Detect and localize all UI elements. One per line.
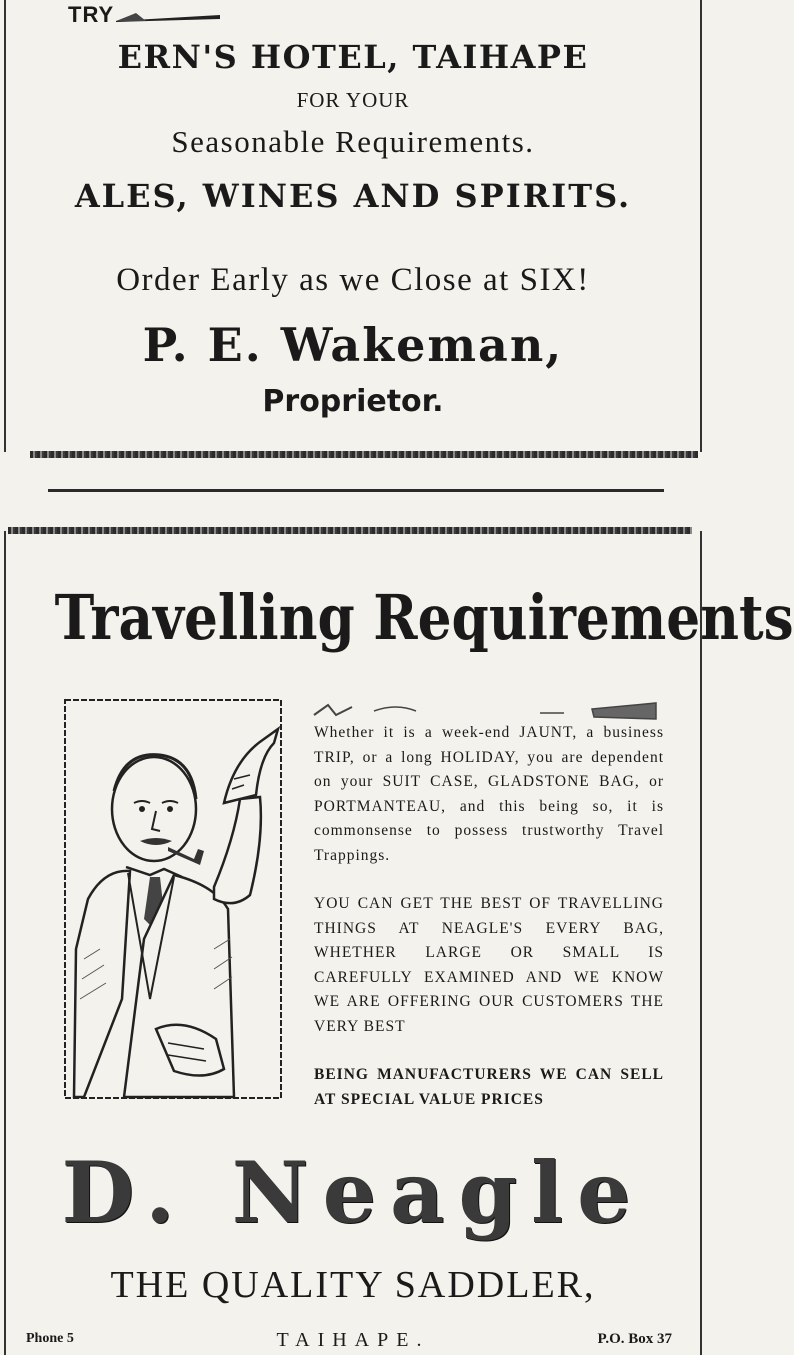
hotel-name: ERN'S HOTEL, TAIHAPE — [117, 38, 589, 76]
divider-rule — [48, 489, 664, 492]
advert-body-text — [314, 721, 664, 1136]
try-label: TRY — [68, 2, 115, 27]
order-early-line: Order Early as we Close at SIX! — [116, 262, 590, 298]
printed-mark-decoration — [312, 697, 662, 723]
body-paragraph-3: BEING MANUFACTURERS WE CAN SELL AT SPECIAL VALUE PRICES — [314, 1066, 664, 1108]
saddler-advertisement — [4, 531, 794, 1355]
business-name: D. Neagle — [61, 1143, 645, 1242]
body-paragraph-1: Whether it is a week-end JAUNT, a business TRIP, or a long HOLIDAY, you are dependent on your SUIT CASE, GLADSTONE BAG, or PORTMANTEAU, and this being so, it is commonsense to possess trustworthy Travel Trappings. — [314, 724, 664, 864]
hatched-rule-top — [30, 451, 698, 458]
tagline: THE QUALITY SADDLER, — [110, 1264, 596, 1306]
proprietor-name: P. E. Wakeman, — [142, 318, 564, 372]
man-pointing-illustration — [64, 699, 282, 1099]
hotel-advertisement — [4, 0, 702, 452]
seasonable-line: Seasonable Requirements. — [171, 124, 535, 159]
body-paragraph-2: YOU CAN GET THE BEST OF TRAVELLING THINGS AT NEAGLE'S EVERY BAG, WHETHER LARGE OR SMALL IS CAREFULLY EXAMINED AND WE KNOW WE ARE OFFERING OUR CUSTOMERS THE VERY BEST — [314, 895, 664, 1035]
phone-number: Phone 5 — [26, 1331, 74, 1346]
po-box: P.O. Box 37 — [597, 1331, 672, 1347]
pointer-arrow-icon — [116, 12, 220, 22]
ales-wines-spirits: ALES, WINES AND SPIRITS. — [74, 177, 632, 215]
for-your-line: FOR YOUR — [296, 88, 410, 112]
proprietor-title: Proprietor. — [262, 384, 444, 419]
town-name: TAIHAPE. — [276, 1329, 430, 1351]
headline: Travelling Requirements — [54, 581, 794, 654]
